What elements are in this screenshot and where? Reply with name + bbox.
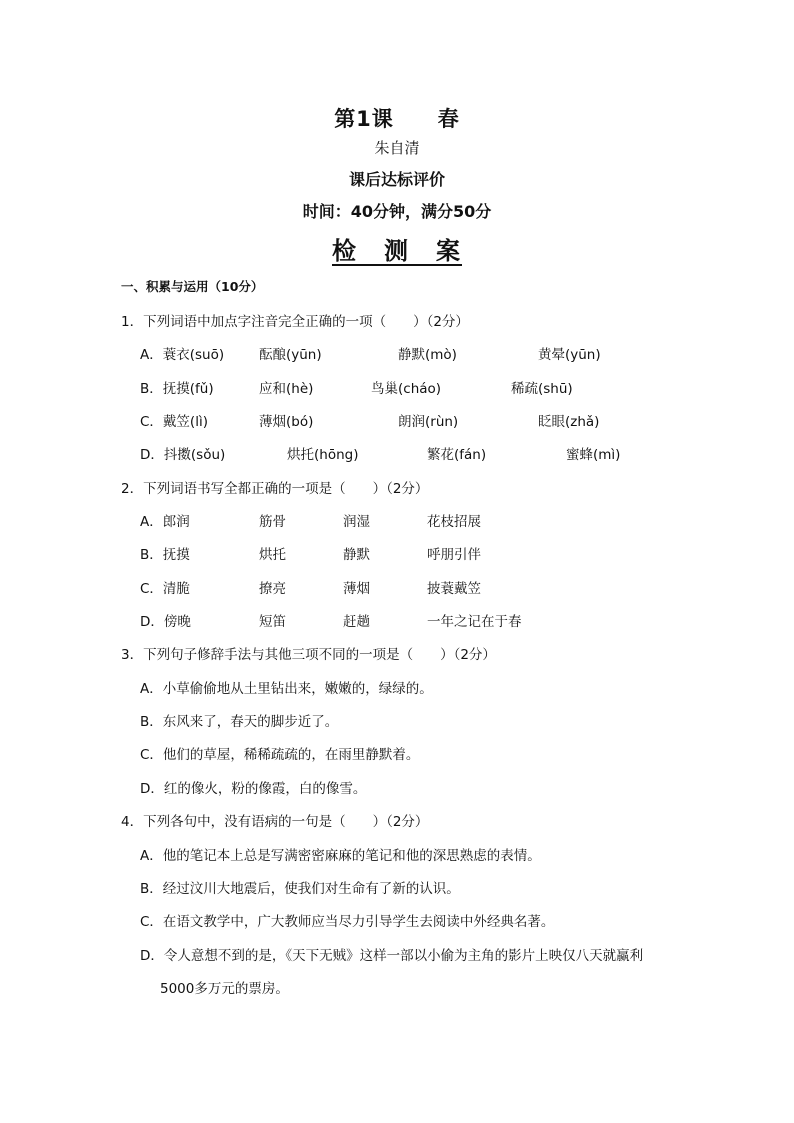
question-2-stem: 2．下列词语书写全都正确的一项是（ ）（2分）	[121, 481, 429, 497]
q2-option: 筋骨	[259, 514, 286, 530]
question-4-stem: 4．下列各句中，没有语病的一句是（ ）（2分）	[121, 814, 429, 830]
q2-option: C．清脆	[140, 581, 190, 597]
q1-option: 酝酿(yūn)	[259, 347, 322, 363]
q2-option: 短笛	[259, 614, 286, 630]
q2-option: 花枝招展	[427, 514, 481, 530]
q1-option: 薄烟(bó)	[259, 414, 314, 430]
q1-option: D．抖擞(sǒu)	[140, 447, 226, 463]
q1-option: 蜜蜂(mì)	[566, 447, 621, 463]
q2-option: 呼朋引伴	[427, 547, 481, 563]
question-1-stem: 1．下列词语中加点字注音完全正确的一项（ ）（2分）	[121, 314, 469, 330]
q3-option: A．小草偷偷地从土里钻出来，嫩嫩的，绿绿的。	[140, 681, 433, 697]
q1-option: 稀疏(shū)	[511, 381, 573, 397]
q1-option: 眨眼(zhǎ)	[538, 414, 600, 430]
q4-option: B．经过汶川大地震后，使我们对生命有了新的认识。	[140, 881, 460, 897]
q2-option: D．傍晚	[140, 614, 191, 630]
lesson-title: 第1课 春	[334, 107, 460, 131]
q2-option: 一年之记在于春	[427, 614, 522, 630]
q2-option: 润湿	[343, 514, 370, 530]
q1-option: B．抚摸(fǔ)	[140, 381, 214, 397]
question-3-stem: 3．下列句子修辞手法与其他三项不同的一项是（ ）（2分）	[121, 647, 496, 663]
q4-option: C．在语文教学中，广大教师应当尽力引导学生去阅读中外经典名著。	[140, 914, 555, 930]
q1-option: C．戴笠(lì)	[140, 414, 208, 430]
q3-option: D．红的像火，粉的像霞，白的像雪。	[140, 781, 367, 797]
subtitle: 课后达标评价	[348, 170, 445, 189]
q2-option: A．郎润	[140, 514, 190, 530]
q1-option: 黄晕(yūn)	[538, 347, 601, 363]
time-limit: 时间：40分钟，满分50分	[302, 202, 492, 221]
q2-option: 披蓑戴笠	[427, 581, 481, 597]
q2-option: 撩亮	[259, 581, 286, 597]
author: 朱自清	[374, 139, 420, 157]
q2-option: 赶趟	[343, 614, 370, 630]
q1-option: 烘托(hōng)	[287, 447, 359, 463]
section-heading: 一、积累与运用（10分）	[121, 279, 264, 294]
q4-option: D．令人意想不到的是，《天下无贼》这样一部以小偷为主角的影片上映仅八天就赢利	[140, 948, 644, 964]
q4-option-continuation: 5000多万元的票房。	[160, 981, 289, 997]
q3-option: C．他们的草屋，稀稀疏疏的，在雨里静默着。	[140, 747, 420, 763]
q4-option: A．他的笔记本上总是写满密密麻麻的笔记和他的深思熟虑的表情。	[140, 848, 541, 864]
q2-option: 烘托	[259, 547, 286, 563]
q2-option: 静默	[343, 547, 370, 563]
q1-option: 鸟巢(cháo)	[371, 381, 442, 397]
q2-option: 薄烟	[343, 581, 370, 597]
q3-option: B．东风来了，春天的脚步近了。	[140, 714, 339, 730]
q1-option: 静默(mò)	[398, 347, 457, 363]
banner	[0, 231, 794, 266]
q1-option: 繁花(fán)	[427, 447, 487, 463]
q1-option: 应和(hè)	[259, 381, 314, 397]
q2-option: B．抚摸	[140, 547, 190, 563]
q1-option: A．蓑衣(suō)	[140, 347, 225, 363]
q1-option: 朗润(rùn)	[398, 414, 459, 430]
banner-text: 检 测 案	[332, 237, 462, 265]
